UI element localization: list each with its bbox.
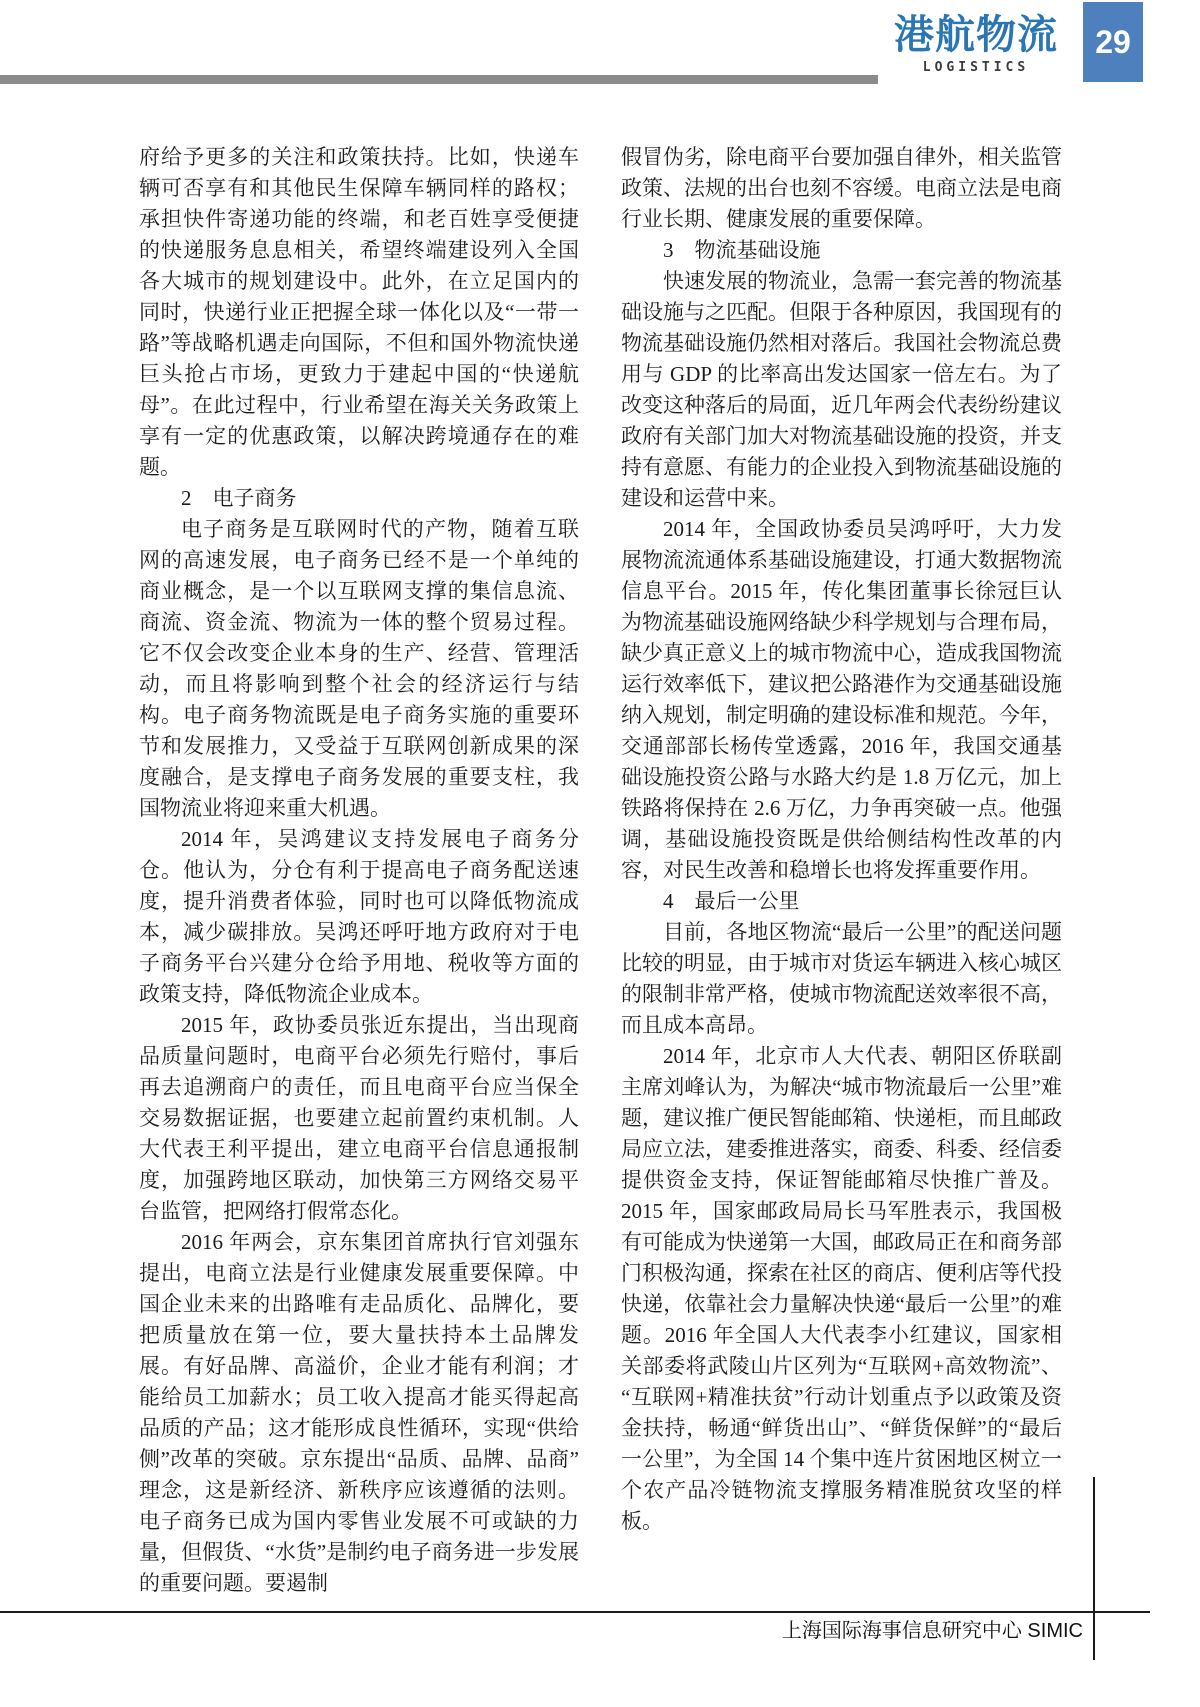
paragraph: 2014 年，全国政协委员吴鸿呼吁，大力发展物流流通体系基础设施建设，打通大数据物流信息平台。2015 年，传化集团董事长徐冠巨认为物流基础设施网络缺少科学规划与合理布局，缺少真正意义上的城市物流中心，造成我国物流运行效率低下，建议把公路港作为交通基础设施纳入规划，制定明确的建设标准和规范。今年，交通部部长杨传堂透露，2016 年，我国交通基础设施投资公路与水路大约是 1.8 万亿元，加上铁路将保持在 2.6 万亿，力争再突破一点。他强调，基础设施投资既是供给侧结构性改革的内容，对民生改善和稳增长也将发挥重要作用。 xyxy=(621,517,1062,882)
paragraph: 2015 年，政协委员张近东提出，当出现商品质量问题时，电商平台必须先行赔付，事后再去追溯商户的责任，而且电商平台应当保全交易数据证据，也要建立起前置约束机制。人大代表王利平提出，建立电商平台信息通报制度，加强跨地区联动，加快第三方网络交易平台监管，把网络打假常态化。 xyxy=(139,1013,579,1223)
paragraph: 目前，各地区物流“最后一公里”的配送问题比较的明显，由于城市对货运车辆进入核心城区的限制非常严格，使城市物流配送效率很不高，而且成本高昂。 xyxy=(621,920,1062,1037)
paragraph: 府给予更多的关注和政策扶持。比如，快递车辆可否享有和其他民生保障车辆同样的路权；承担快件寄递功能的终端，和老百姓享受便捷的快递服务息息相关，希望终端建设列入全国各大城市的规划建设中。此外，在立足国内的同时，快递行业正把握全球一体化以及“一带一路”等战略机遇走向国际，不但和国外物流快递巨头抢占市场，更致力于建起中国的“快递航母”。在此过程中，行业希望在海关关务政策上享有一定的优惠政策，以解决跨境通存在的难题。 xyxy=(139,145,579,479)
article-column-left xyxy=(139,142,579,1599)
paragraph: 电子商务是互联网时代的产物，随着互联网的高速发展，电子商务已经不是一个单纯的商业概念，是一个以互联网支撑的集信息流、商流、资金流、物流为一体的整个贸易过程。它不仅会改变企业本身的生产、经营、管理活动，而且将影响到整个社会的经济运行与结构。电子商务物流既是电子商务实施的重要环节和发展推力，又受益于互联网创新成果的深度融合，是支撑电子商务发展的重要支柱，我国物流业将迎来重大机遇。 xyxy=(139,517,579,820)
footer-publisher: 上海国际海事信息研究中心 SIMIC xyxy=(781,1620,1083,1642)
journal-title: 港航物流 xyxy=(894,13,1058,57)
footer-rule xyxy=(0,1611,1150,1613)
header-rule-bar xyxy=(0,75,878,84)
paragraph: 2014 年，吴鸿建议支持发展电子商务分仓。他认为，分仓有利于提高电子商务配送速度，提升消费者体验，同时也可以降低物流成本，减少碳排放。吴鸿还呼吁地方政府对于电子商务平台兴建分仓给予用地、税收等方面的政策支持，降低物流企业成本。 xyxy=(139,827,579,1006)
section-heading: 2 电子商务 xyxy=(181,486,297,510)
section-heading: 3 物流基础设施 xyxy=(663,238,821,262)
paragraph: 假冒伪劣，除电商平台要加强自律外，相关监管政策、法规的出台也刻不容缓。电商立法是电商行业长期、健康发展的重要保障。 xyxy=(621,145,1062,231)
paragraph: 快速发展的物流业，急需一套完善的物流基础设施与之匹配。但限于各种原因，我国现有的物流基础设施仍然相对落后。我国社会物流总费用与 GDP 的比率高出发达国家一倍左右。为了改变这种落后的局面，近几年两会代表纷纷建议政府有关部门加大对物流基础设施的投资，并支持有意愿、有能力的企业投入到物流基础设施的建设和运营中来。 xyxy=(621,269,1062,510)
page-number: 29 xyxy=(1095,23,1131,60)
journal-subtitle: LOGISTICS xyxy=(922,60,1030,75)
section-heading: 4 最后一公里 xyxy=(663,889,800,913)
article-column-right xyxy=(621,142,1062,1537)
page-header xyxy=(890,12,1062,75)
footer-vertical-rule xyxy=(1093,1477,1095,1660)
page-number-badge xyxy=(1083,2,1143,82)
paragraph: 2014 年，北京市人大代表、朝阳区侨联副主席刘峰认为，为解决“城市物流最后一公里”难题，建议推广便民智能邮箱、快递柜，而且邮政局应立法，建委推进落实，商委、科委、经信委提供资金支持，保证智能邮箱尽快推广普及。2015 年，国家邮政局局长马军胜表示，我国极有可能成为快递第一大国，邮政局正在和商务部门积极沟通，探索在社区的商店、便利店等代投快递，依靠社会力量解决快递“最后一公里”的难题。2016 年全国人大代表李小红建议，国家相关部委将武陵山片区列为“互联网+高效物流”、“互联网+精准扶贫”行动计划重点予以政策及资金扶持，畅通“鲜货出山”、“鲜货保鲜”的“最后一公里”，为全国 14 个集中连片贫困地区树立一个农产品冷链物流支撑服务精准脱贫攻坚的样板。 xyxy=(621,1044,1062,1533)
paragraph: 2016 年两会，京东集团首席执行官刘强东提出，电商立法是行业健康发展重要保障。中国企业未来的出路唯有走品质化、品牌化，要把质量放在第一位，要大量扶持本土品牌发展。有好品牌、高溢价，企业才能有利润；才能给员工加薪水；员工收入提高才能买得起高品质的产品；这才能形成良性循环，实现“供给侧”改革的突破。京东提出“品质、品牌、品商”理念，这是新经济、新秩序应该遵循的法则。电子商务已成为国内零售业发展不可或缺的力量，但假货、“水货”是制约电子商务进一步发展的重要问题。要遏制 xyxy=(139,1230,579,1595)
